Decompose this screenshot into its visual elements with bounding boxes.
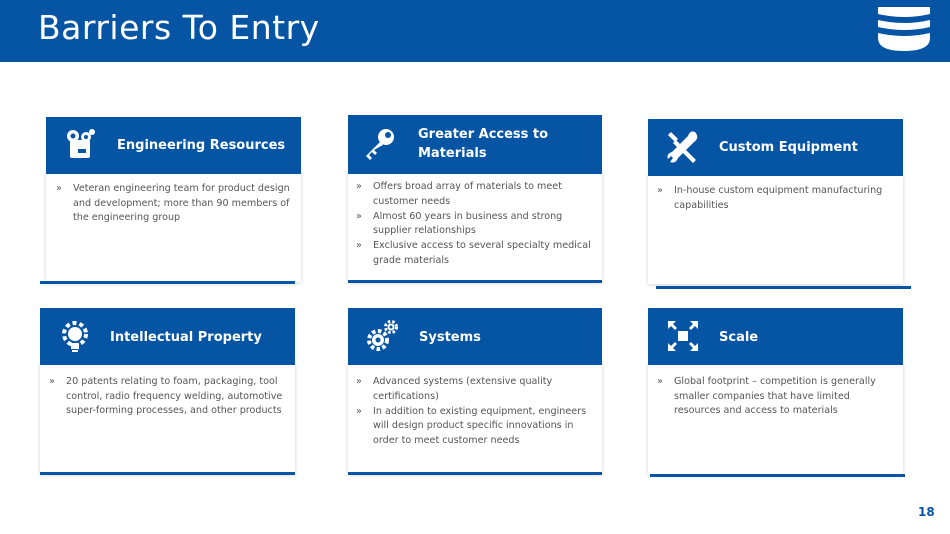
- page-number: 18: [918, 505, 935, 519]
- card-title: Scale: [719, 330, 759, 345]
- list-item: » Exclusive access to several specialty medical grade materials: [356, 239, 592, 268]
- card-title: Custom Equipment: [719, 140, 858, 155]
- card-underline: [40, 472, 295, 475]
- bullet-list: [356, 375, 592, 448]
- page-title: Barriers To Entry: [38, 8, 320, 47]
- card-underline: [40, 281, 295, 284]
- list-item: » Veteran engineering team for product design and development; more than 90 members of the engineering group: [56, 182, 296, 226]
- key-icon: [362, 127, 396, 161]
- list-item: » Offers broad array of materials to meet customer needs: [356, 180, 592, 209]
- gears-icon: [365, 319, 399, 353]
- list-item: » Advanced systems (extensive quality certifications): [356, 375, 592, 404]
- network-scale-icon: [666, 319, 700, 353]
- lightbulb-gear-icon: [58, 319, 92, 353]
- bullet-list: [49, 375, 289, 419]
- bullet-list: [657, 184, 897, 213]
- list-item: » Almost 60 years in business and strong supplier relationships: [356, 210, 592, 239]
- card-underline: [650, 474, 905, 477]
- tools-icon: [666, 130, 700, 164]
- list-item: » In addition to existing equipment, engineers will design product specific innovations in order to meet customer needs: [356, 405, 592, 449]
- bullet-list: [356, 180, 592, 268]
- list-item: » 20 patents relating to foam, packaging, tool control, radio frequency welding, automotive super-forming processes, and other products: [49, 375, 289, 419]
- bullet-list: [657, 375, 897, 419]
- list-item: » Global footprint – competition is generally smaller companies that have limited resources and access to materials: [657, 375, 897, 419]
- engineering-gears-icon: [64, 127, 98, 161]
- list-item: » In-house custom equipment manufacturing capabilities: [657, 184, 897, 213]
- bullet-list: [56, 182, 296, 226]
- card-underline: [348, 472, 602, 475]
- card-title: Systems: [419, 330, 481, 345]
- card-title: Engineering Resources: [117, 138, 286, 153]
- card-title: Intellectual Property: [110, 330, 262, 345]
- card-underline: [348, 280, 602, 283]
- card-title: Greater Access to Materials: [418, 127, 549, 161]
- company-logo: [876, 5, 932, 53]
- card-underline: [656, 286, 911, 289]
